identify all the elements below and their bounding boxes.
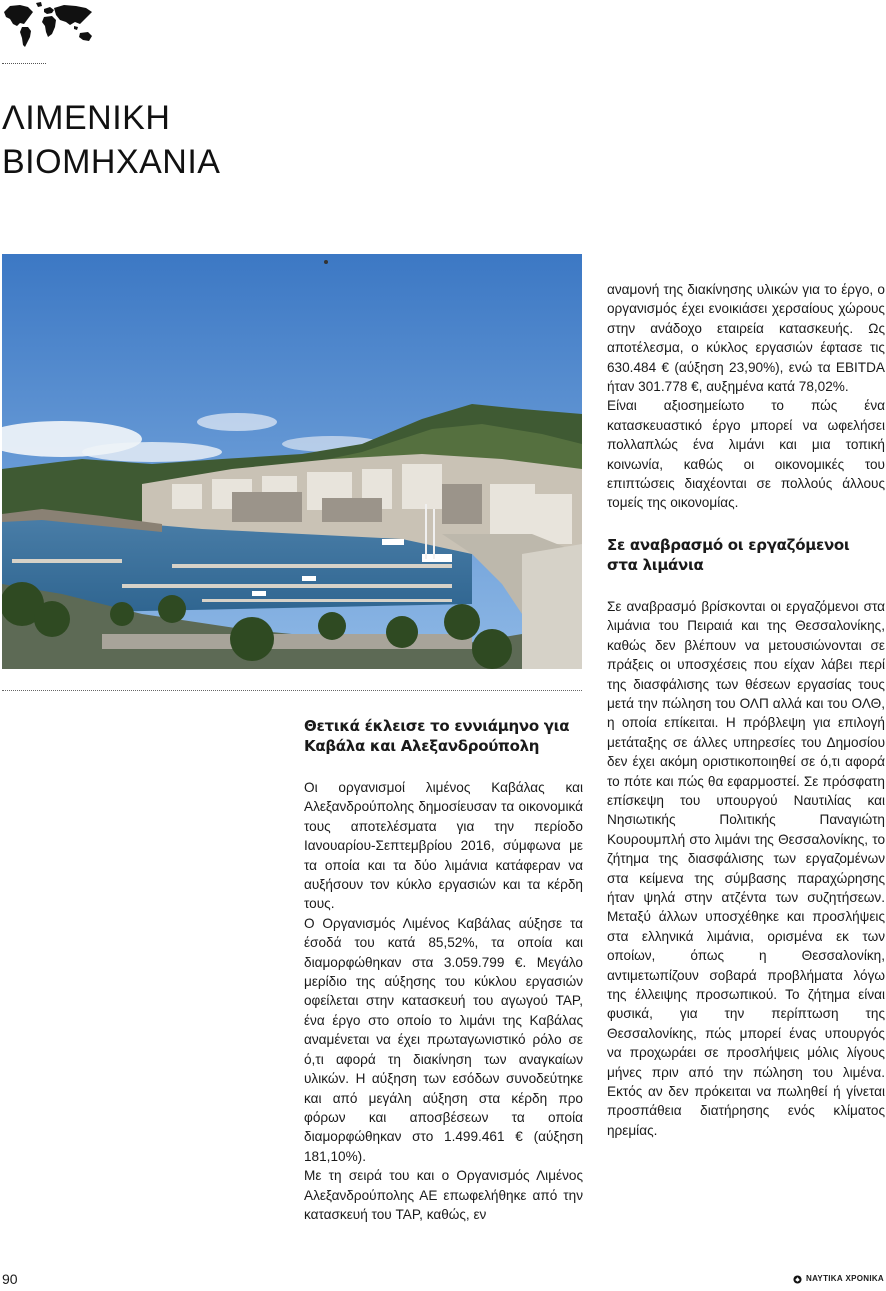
article-right-column [607, 280, 885, 1140]
world-map-icon [0, 0, 100, 50]
article-left-column [304, 716, 583, 1224]
brand-name: ΝΑΥΤΙΚΑ ΧΡΟΝΙΚΑ [806, 1274, 884, 1283]
section-title-line-2: ΒΙΟΜΗΧΑΝΙΑ [2, 143, 221, 181]
harbor-photo [2, 254, 582, 669]
brand-logo-icon [793, 1275, 802, 1284]
dotted-divider-middle [2, 690, 582, 691]
section-title-line-1: ΛΙΜΕΝΙΚΗ [2, 99, 171, 137]
article-left-paragraph-2: Ο Οργανισμός Λιμένος Καβάλας αύξησε τα έσοδά του κατά 85,52%, τα οποία και διαμορφώθηκαν στα 3.059.799 €. Μεγάλο μερίδιο της αύξησης του κύκλου εργασιών οφείλεται στην κατασκευή του αγωγού TAP, ένα έργο στο οποίο το λιμάνι της Καβάλας αναμένεται να έχει πρωταγωνιστικό ρόλο σε ό,τι αφορά τη διακίνηση των αναγκαίων υλικών. Η αύξηση των εσόδων συνοδεύτηκε και από μεγάλη αύξηση στα κέρδη προ φόρων και αποσβέσεων τα οποία διαμορφώθηκαν στο 1.499.461 € (αύξηση 181,10%). [304, 915, 583, 1164]
article-right-paragraph-2: Είναι αξιοσημείωτο το πώς ένα κατασκευαστικό έργο μπορεί να ωφελήσει πολλαπλώς ένα λιμάνι και μια τοπική κοινωνία, καθώς οι οικονομικές του επιπτώσεις διαχέονται σε πολλούς άλλους τομείς της οικονομίας. [607, 398, 885, 511]
article-left-paragraph-3: Με τη σειρά του και ο Οργανισμός Λιμένος Αλεξανδρούπολης ΑΕ επωφελήθηκε από την κατασκευή του TAP, καθώς, εν [304, 1168, 583, 1222]
dotted-divider-top [2, 63, 46, 64]
article-right-paragraph-3: Σε αναβρασμό βρίσκονται οι εργαζόμενοι στα λιμάνια του Πειραιά και της Θεσσαλονίκης, καθώς δεν βλέπουν να μετουσιώνονται σε πράξεις οι υποσχέσεις που είχαν λάβει περί της διασφάλισης των θέσεων εργασίας τους μετά την πώληση του ΟΛΠ αλλά και του ΟΛΘ, η οποία επίκειται. Η πρόβλεψη για επιλογή μετάταξης σε άλλες υπηρεσίες του Δημοσίου δεν έχει ακόμη οριστικοποιηθεί σε ό,τι αφορά το πότε και πώς θα εφαρμοστεί. Σε πρόσφατη επίσκεψη του υπουργού Ναυτιλίας και Νησιωτικής Πολιτικής Παναγιώτη Κουρουμπλή στο λιμάνι της Θεσσαλονίκης, το ζήτημα της διασφάλισης των εργαζομένων στα κείμενα της σύμβασης παραχώρησης ήταν ψηλά στην ατζέντα των συζητήσεων. Μεταξύ άλλων υποσχέθηκε και προσλήψεις στα ελληνικά λιμάνια, ορισμένα εκ των οποίων, όπως η Θεσσαλονίκη, αντιμετωπίζουν σοβαρά προβλήματα λόγω της έλλειψης προσωπικού. Το ζήτημα είναι φυσικά, για την περίπτωση της Θεσσαλονίκης, πώς μπορεί ένας υπουργός να προχωράει σε προσλήψεις μόλις λίγους μήνες πριν από την πώληση του λιμένα. Εκτός αν δεν πρόκειται να πωληθεί ή γίνεται προσπάθεια διατήρησης ενός κλίματος ηρεμίας. [607, 598, 885, 1138]
section-title [2, 96, 402, 184]
page-number: 90 [2, 1271, 18, 1287]
article-left-paragraph-1: Οι οργανισμοί λιμένος Καβάλας και Αλεξανδρούπολης δημοσίευσαν τα οικονομικά τους αποτελέσματα για την περίοδο Ιανουαρίου-Σεπτεμβρίου 2016, σύμφωνα με τα οποία και τα δύο λιμάνια κατάφεραν να αυξήσουν τον κύκλο εργασιών και τα κέρδη τους. [304, 780, 583, 912]
article-left-heading: Θετικά έκλεισε το εννιάμηνο για Καβάλα και Αλεξανδρούπολη [304, 717, 570, 755]
article-right-heading: Σε αναβρασμό οι εργαζόμενοι στα λιμάνια [607, 535, 850, 574]
article-right-paragraph-1: αναμονή της διακίνησης υλικών για το έργο, ο οργανισμός έχει ενοικιάσει χερσαίους χώρους στην ανάδοχο εταιρεία κατασκευής. Ως αποτέλεσμα, ο κύκλος εργασιών έφτασε τις 630.484 € (αύξηση 23,90%), ενώ τα EBITDA ήταν 301.778 €, αυξημένα κατά 78,02%. [607, 282, 885, 395]
brand-footer [793, 1274, 884, 1284]
